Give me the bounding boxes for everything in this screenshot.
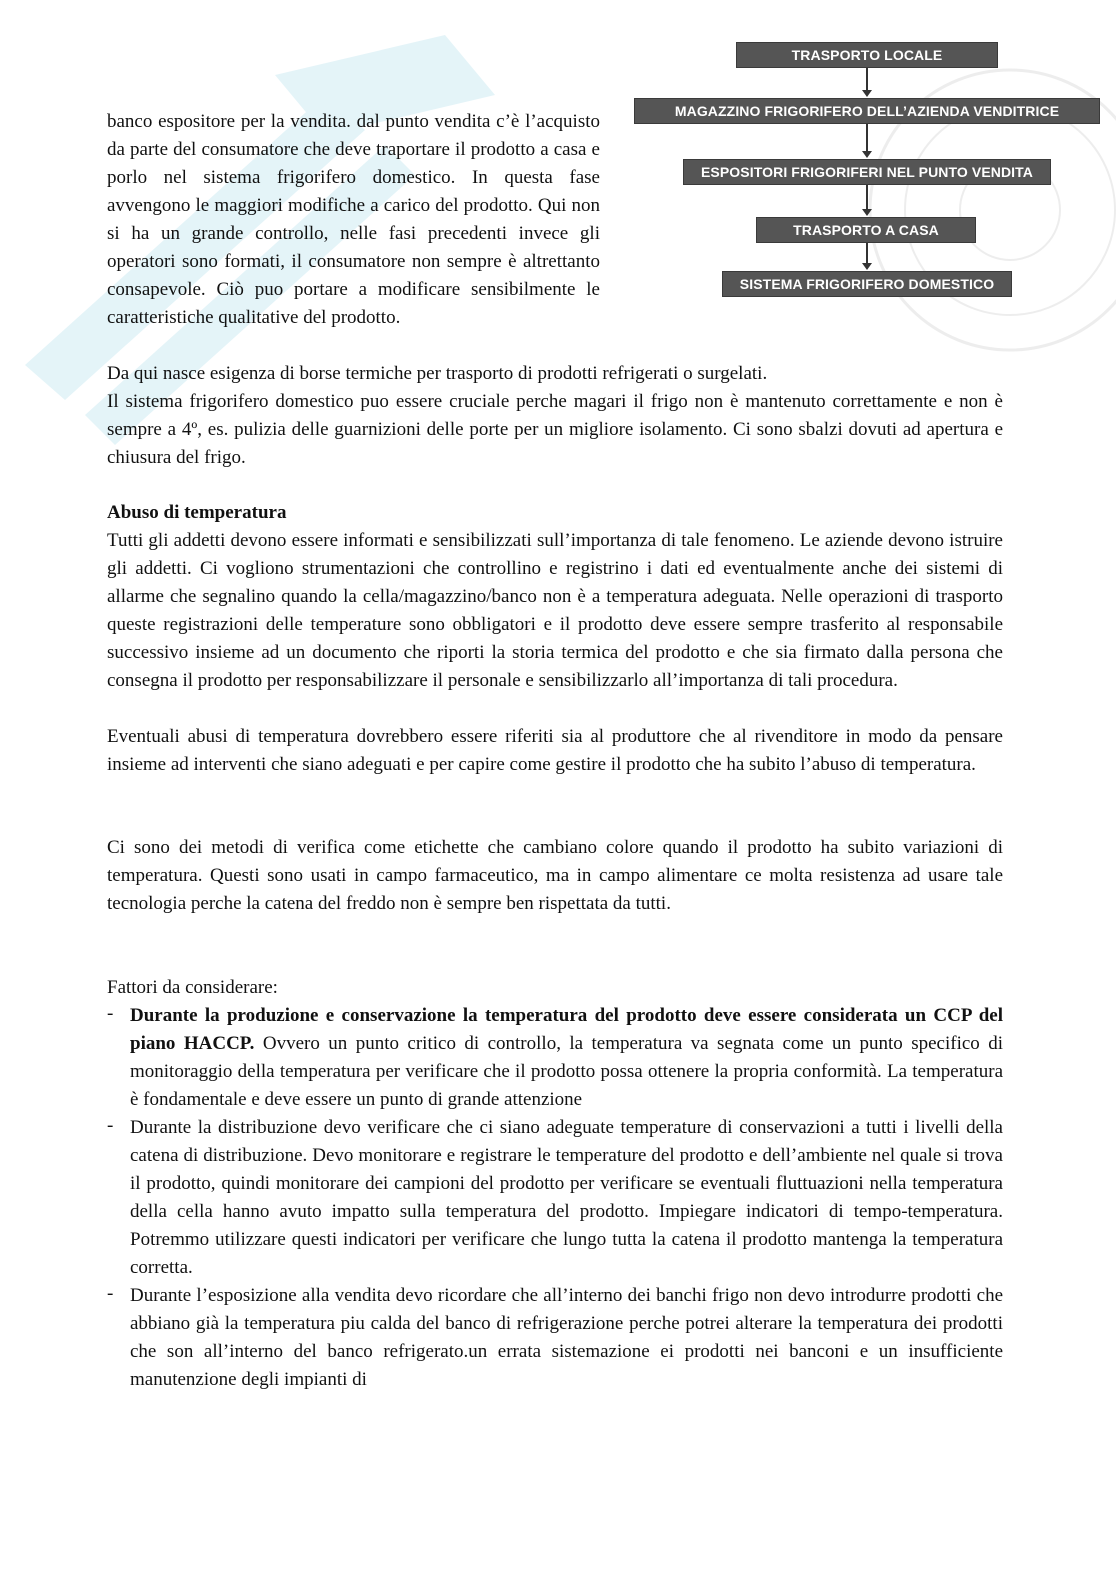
flow-step-display-cases: ESPOSITORI FRIGORIFERI NEL PUNTO VENDITA xyxy=(683,159,1051,185)
intro-paragraph: banco espositore per la vendita. dal punto vendita c’è l’acquisto da parte del consumatore che deve traportare il prodotto a casa e porlo nel sistema frigorifero domestico. In questa fase avvengono le maggiori modifiche a carico del prodotto. Qui non si ha un grande controllo, nelle fasi precedenti invece gli operatori sono formati, il consumatore non sempre è altrettanto consapevole. Ciò puo portare a modificare sensibilmente le caratteristiche qualitative del prodotto. xyxy=(107,111,600,328)
factors-label: Fattori da considerare: xyxy=(107,977,278,998)
factors-list xyxy=(107,1002,1003,1394)
list-item xyxy=(107,1002,1003,1114)
paragraph-thermal-bags: Da qui nasce esigenza di borse termiche per trasporto di prodotti refrigerati o surgelati. xyxy=(107,363,768,384)
flow-arrow xyxy=(866,68,868,91)
list-item xyxy=(107,1114,1003,1282)
paragraph-temperature-abuse: Eventuali abusi di temperatura dovrebbero essere riferiti sia al produttore che al rivenditore in modo da pensare insieme ad interventi che siano adeguati e per capire come gestire il prodotto che ha subito l’abuso di temperatura. xyxy=(107,726,1003,775)
list-item-text: Durante la distribuzione devo verificare che ci siano adeguate temperature di conservazioni a tutti i livelli della catena di distribuzione. Devo monitorare e registrare le temperature del prodotto e dell’ambiente nel quale si trova il prodotto, quindi monitorare dei campioni del prodotto per verificare se eventuali fluttuazioni nella temperatura della cella hanno avuto impatto sulla temperatura del prodotto. Impiegare indicatori di tempo-temperatura. Potremmo utilizzare questi indicatori per verificare che lungo tutta la catena il prodotto mantenga la temperatura corretta. xyxy=(130,1117,1003,1278)
list-item-bold: Durante la produzione e conservazione la temperatura del prodotto deve essere considerata un CCP del piano HACCP. xyxy=(130,1005,1003,1054)
flow-step-home-fridge: SISTEMA FRIGORIFERO DOMESTICO xyxy=(722,271,1012,297)
flow-arrow xyxy=(866,243,868,264)
section-heading: Abuso di temperatura xyxy=(107,502,287,523)
paragraph-indicator-labels: Ci sono dei metodi di verifica come etichette che cambiano colore quando il prodotto ha subito variazioni di temperatura. Questi sono usati in campo farmaceutico, ma in campo alimentare ce molta resistenza ad usare tale tecnologia perche la catena del freddo non è sempre ben rispettata da tutti. xyxy=(107,837,1003,914)
paragraph-home-fridge: Il sistema frigorifero domestico puo essere cruciale perche magari il frigo non è mantenuto correttamente e non è sempre a 4º, es. pulizia delle guarnizioni delle porte per un migliore isolamento. Ci sono sbalzi dovuti ad apertura e chiusura del frigo. xyxy=(107,391,1003,468)
bullet-marker: - xyxy=(107,1283,114,1304)
flow-step-home-transport: TRASPORTO A CASA xyxy=(756,217,976,243)
flow-step-warehouse: MAGAZZINO FRIGORIFERO DELL’AZIENDA VENDITRICE xyxy=(634,98,1100,124)
list-item-text: Ovvero un punto critico di controllo, la temperatura va segnata come un punto specifico di monitoraggio della temperatura per verificare che il prodotto possa ottenere la propria conformità. La temperatura è fondamentale e deve essere un punto di grande attenzione xyxy=(130,1033,1003,1110)
list-item xyxy=(107,1282,1003,1394)
flow-step-local-transport: TRASPORTO LOCALE xyxy=(736,42,998,68)
paragraph-staff-training: Tutti gli addetti devono essere informati e sensibilizzati sull’importanza di tale fenomeno. Le aziende devono istruire gli addetti. Ci vogliono strumentazioni che controllino e registrino i dati ed eventualmente anche dei sistemi di allarme che segnalino quando la cella/magazzino/banco non è a temperatura adeguata. Nelle operazioni di trasporto queste registrazioni delle temperature sono obbligatori e il prodotto deve essere sempre trasferito al responsabile successivo insieme ad un documento che riporti la storia termica del prodotto e che sia firmato dalla persona che consegna il prodotto per responsabilizzare il personale e sensibilizzarlo all’importanza di tali procedura. xyxy=(107,530,1003,691)
bullet-marker: - xyxy=(107,1115,114,1136)
cold-chain-flow-diagram xyxy=(600,0,1116,320)
bullet-marker: - xyxy=(107,1003,114,1024)
flow-arrow xyxy=(866,124,868,152)
list-item-text: Durante l’esposizione alla vendita devo ricordare che all’interno dei banchi frigo non devo introdurre prodotti che abbiano già la temperatura piu calda del banco di refrigerazione perche potrei alterare la temperatura dei prodotti che son all’interno del banco refrigerato.un errata sistemazione ei prodotti nei banconi e un insufficiente manutenzione degli impianti di xyxy=(130,1285,1003,1390)
flow-arrow xyxy=(866,185,868,210)
